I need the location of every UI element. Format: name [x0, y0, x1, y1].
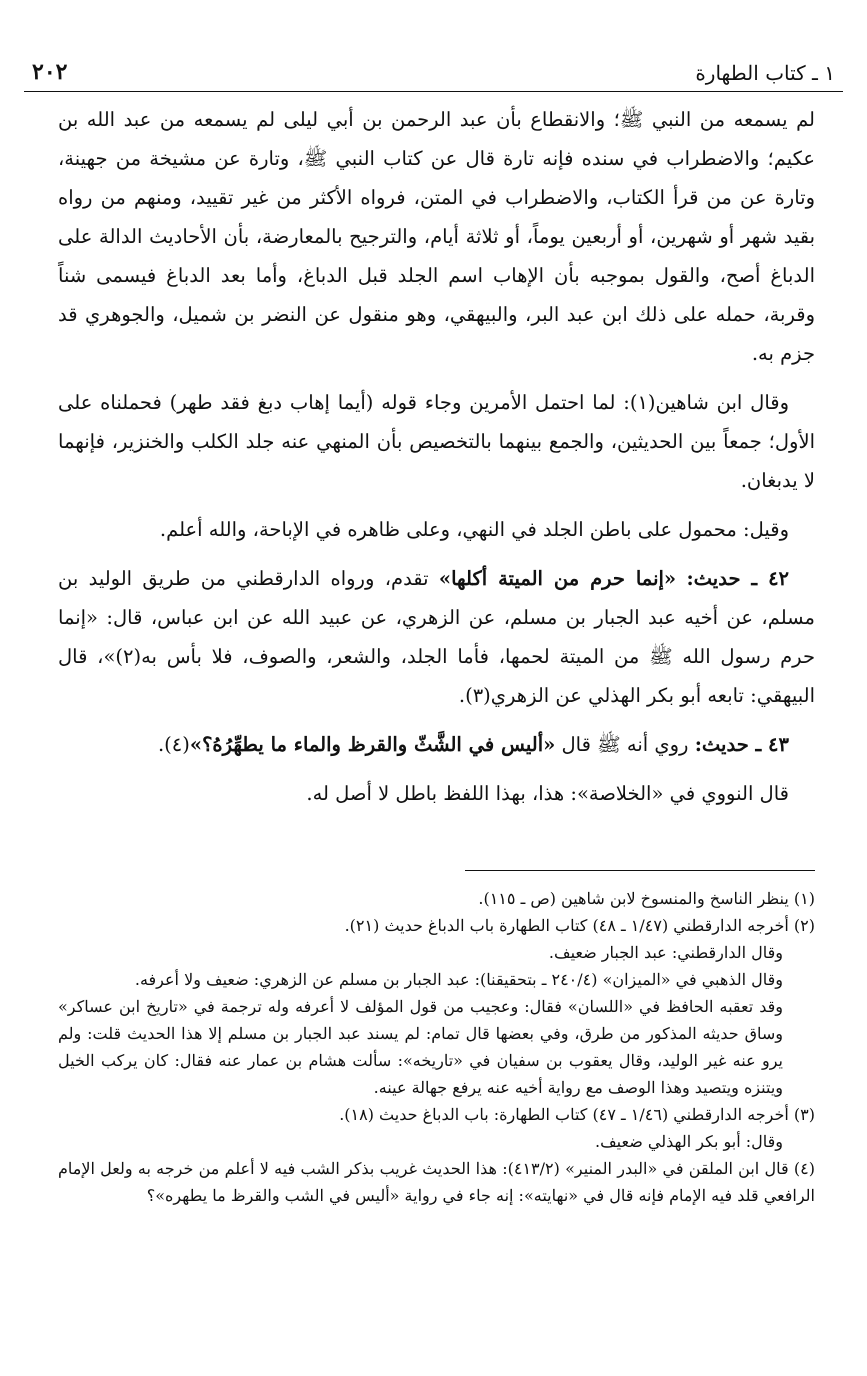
footnote: وقال الذهبي في «الميزان» (٢٤٠/٤ ـ بتحقيقنا): عبد الجبار بن مسلم عن الزهري: ضعيف ولا أعرفه. [134, 970, 783, 989]
paragraph: وقيل: محمول على باطن الجلد في النهي، وعلى ظاهره في الإباحة، والله أعلم. [159, 518, 789, 541]
hadith-commentary: تقدم، ورواه الدارقطني من طريق الوليد بن مسلم، عن أخيه عبد الجبار بن مسلم، عن الزهري، عن عبيد الله عن ابن عباس، قال: «إنما حرم رسول الله ﷺ من الميتة لحمها، فأما الجلد، والشعر، والصوف، فلا بأس به(٢)»، قال البيهقي: تابعه أبو بكر الهذلي عن الزهري(٣). [58, 567, 815, 707]
hadith-matn: «إنما حرم من الميتة أكلها» [438, 567, 677, 590]
footnote: (٢) أخرجه الدارقطني (١/٤٧ ـ ٤٨) كتاب الطهارة باب الدباغ حديث (٢١). [344, 916, 815, 935]
paragraph: وقال ابن شاهين(١): لما احتمل الأمرين وجاء قوله (أيما إهاب دبغ فقد طهر) فحملناه على الأول؛ جمعاً بين الحديثين، والجمع بينهما بالتخصيص بأن المنهي عنه جلد الكلب والخنزير، فإنهما لا يدبغان. [58, 391, 815, 492]
footnote: وقد تعقبه الحافظ في «اللسان» فقال: وعجيب من قول المؤلف لا أعرفه وله ترجمة في «تاريخ ابن عساكر» وساق حديثه المذكور من طرق، وفي بعضها قال تمام: لم يسند عبد الجبار بن مسلم إلا هذا الحديث قلت: ولم يرو عنه غير الوليد، وقال يعقوب بن سفيان في «تاريخه»: سألت هشام بن عمار عنه فقال: كان يركب الخيل ويتنزه ويتصيد وهذا الوصف مع رواية أخيه عنه يرفع جهالة عينه. [58, 997, 783, 1097]
footnote: وقال الدارقطني: عبد الجبار ضعيف. [548, 943, 783, 962]
hadith-43 [58, 725, 815, 764]
footnotes [58, 885, 815, 1209]
footnote: (١) ينظر الناسخ والمنسوخ لابن شاهين (ص ـ ١١٥). [478, 889, 815, 908]
hadith-number: ٤٣ ـ حديث: [694, 733, 789, 756]
footnote-ref: (٤). [157, 733, 190, 756]
footnote-separator [465, 870, 815, 871]
main-text [58, 100, 815, 823]
page-number: ٢٠٢ [32, 59, 68, 85]
footnote: وقال: أبو بكر الهذلي ضعيف. [595, 1132, 783, 1151]
footnote: (٣) أخرجه الدارقطني (١/٤٦ ـ ٤٧) كتاب الطهارة: باب الدباغ حديث (١٨). [339, 1105, 815, 1124]
hadith-matn: «أليس في الشَّثّ والقرظ والماء ما يطهِّرُهُ؟» [189, 733, 556, 756]
page-header [24, 48, 843, 92]
running-title: ١ ـ كتاب الطهارة [695, 61, 835, 85]
hadith-intro: روي أنه ﷺ قال [555, 733, 695, 756]
hadith-42 [58, 559, 815, 715]
hadith-number: ٤٢ ـ حديث: [686, 567, 790, 590]
paragraph: قال النووي في «الخلاصة»: هذا، بهذا اللفظ باطل لا أصل له. [306, 782, 789, 805]
footnote: (٤) قال ابن الملقن في «البدر المنير» (٤١٣/٢): هذا الحديث غريب بذكر الشب فيه لا أعلم من خرجه به ولعل الإمام الرافعي قلد فيه الإمام فإنه قال في «نهايته»: إنه جاء في رواية «أليس في الشب والقرظ ما يطهره»؟ [58, 1159, 815, 1205]
paragraph: لم يسمعه من النبي ﷺ؛ والانقطاع بأن عبد الرحمن بن أبي ليلى لم يسمعه من عبد الله بن عكيم؛ والاضطراب في سنده فإنه تارة قال عن كتاب النبي ﷺ، وتارة عن مشيخة من جهينة، وتارة عن من قرأ الكتاب، والاضطراب في المتن، فرواه الأكثر من غير تقييد، ومنهم من رواه بقيد شهر أو شهرين، أو أربعين يوماً، أو ثلاثة أيام، والترجيح بالمعارضة، بأن الأحاديث الدالة على الدباغ أصح، والقول بموجبه بأن الإهاب اسم الجلد قبل الدباغ، وأما بعد الدباغ فيسمى شناً وقربة، حمله على ذلك ابن عبد البر، والبيهقي، وهو منقول عن النضر بن شميل، والجوهري قد جزم به. [58, 108, 815, 365]
